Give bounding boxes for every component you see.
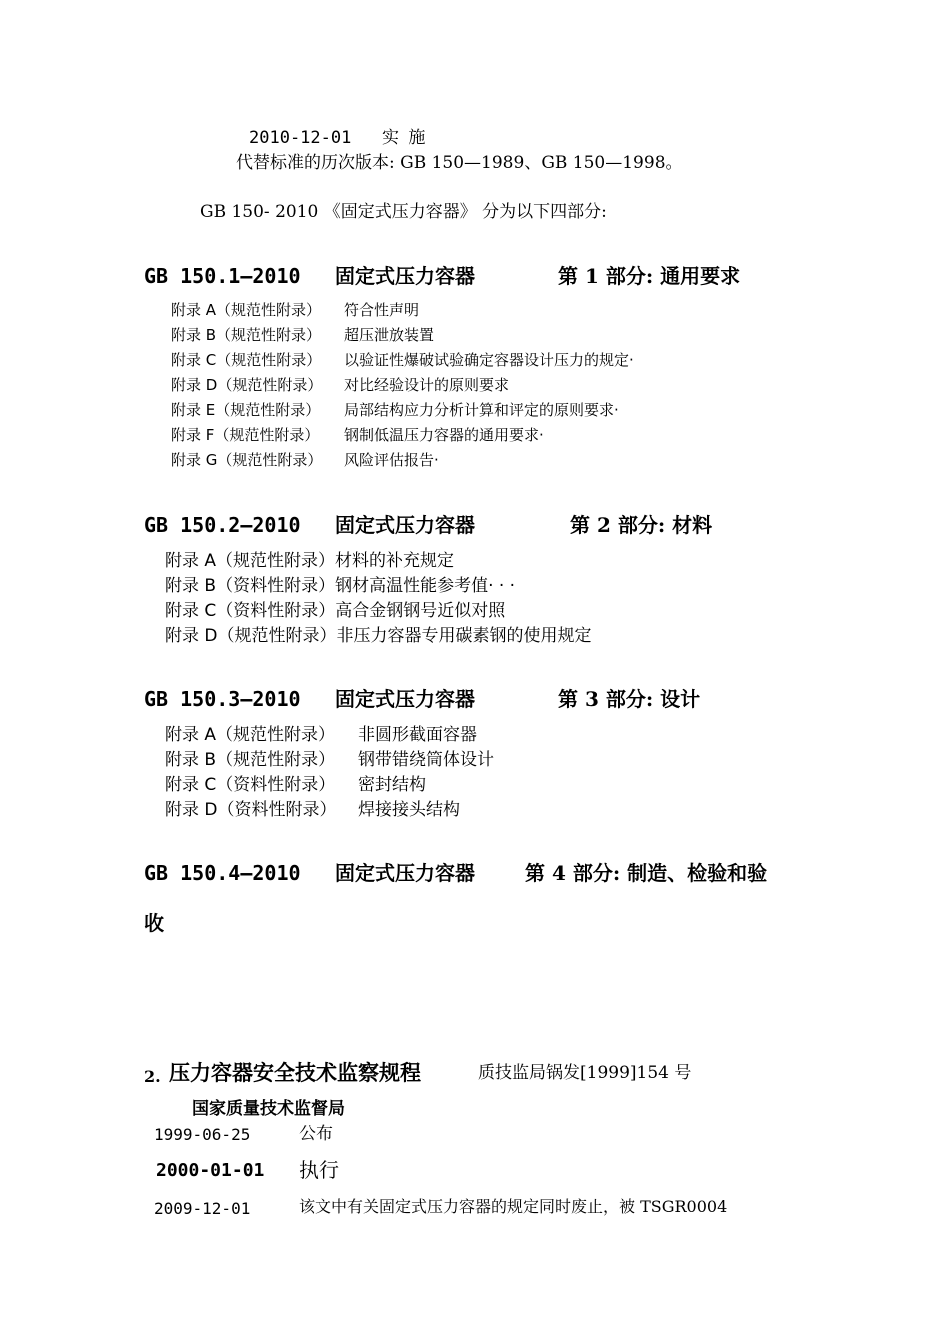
part-2-name: 固定式压力容器	[335, 513, 475, 537]
event-2-date: 2000-01-01	[156, 1160, 265, 1181]
part-1-code: GB 150.1—2010	[144, 264, 301, 288]
event-1-date: 1999-06-25	[154, 1125, 251, 1144]
part-4-title-wrap: 收	[144, 911, 164, 935]
part-3-appendix-a-label: 附录 A（规范性附录）	[165, 725, 336, 745]
part-2-appendix-c: 附录 C（资料性附录）高合金钢钢号近似对照	[165, 601, 506, 621]
part-1-title: 第 1 部分: 通用要求	[558, 264, 741, 288]
replaced-versions: 代替标准的历次版本: GB 150—1989、GB 150—1998。	[236, 153, 683, 173]
part-2-appendix-b: 附录 B（资料性附录）钢材高温性能参考值· · ·	[165, 576, 516, 596]
implementation-date: 2010-12-01	[249, 128, 352, 148]
part-3-name: 固定式压力容器	[335, 687, 475, 711]
part-3-appendix-d-text: 焊接接头结构	[358, 800, 460, 820]
part-4-code: GB 150.4—2010	[144, 861, 301, 885]
event-3-text: 该文中有关固定式压力容器的规定同时废止，被 TSGR0004	[299, 1197, 728, 1216]
part-4-name: 固定式压力容器	[335, 861, 475, 885]
part-1-appendix-e-text: 局部结构应力分析计算和评定的原则要求·	[344, 401, 619, 419]
part-1-appendix-f-label: 附录 F（规范性附录）	[171, 426, 320, 444]
implementation-label: 实 施	[382, 128, 428, 148]
part-1-appendix-d-text: 对比经验设计的原则要求	[344, 376, 510, 394]
part-2-title: 第 2 部分: 材料	[570, 513, 713, 537]
parts-intro: GB 150- 2010 《固定式压力容器》 分为以下四部分:	[200, 202, 607, 222]
part-2-code: GB 150.2—2010	[144, 513, 301, 537]
part-4-title: 第 4 部分: 制造、检验和验	[525, 861, 768, 885]
part-3-appendix-c-label: 附录 C（资料性附录）	[165, 775, 336, 795]
part-1-appendix-a-label: 附录 A（规范性附录）	[171, 301, 322, 319]
part-1-appendix-c-label: 附录 C（规范性附录）	[171, 351, 322, 369]
part-1-appendix-g-label: 附录 G（规范性附录）	[171, 451, 323, 469]
part-2-appendix-d: 附录 D（规范性附录）非压力容器专用碳素钢的使用规定	[165, 626, 592, 646]
section-2-issuer: 国家质量技术监督局	[192, 1099, 345, 1119]
event-3-date: 2009-12-01	[154, 1199, 251, 1218]
section-2-title: 压力容器安全技术监察规程	[169, 1060, 421, 1085]
section-2-number: 2.	[144, 1067, 161, 1086]
part-3-appendix-c-text: 密封结构	[358, 775, 426, 795]
part-3-code: GB 150.3—2010	[144, 687, 301, 711]
part-1-appendix-a-text: 符合性声明	[344, 301, 420, 319]
part-3-appendix-b-text: 钢带错绕筒体设计	[358, 750, 494, 770]
part-1-appendix-b-text: 超压泄放装置	[344, 326, 435, 344]
part-3-appendix-a-text: 非圆形截面容器	[358, 725, 477, 745]
part-1-appendix-b-label: 附录 B（规范性附录）	[171, 326, 322, 344]
part-3-title: 第 3 部分: 设计	[558, 687, 701, 711]
section-2-doc-number: 质技监局锅发[1999]154 号	[478, 1063, 692, 1083]
part-3-appendix-b-label: 附录 B（规范性附录）	[165, 750, 336, 770]
part-2-appendix-a: 附录 A（规范性附录）材料的补充规定	[165, 551, 455, 571]
part-1-appendix-f-text: 钢制低温压力容器的通用要求·	[344, 426, 544, 444]
part-1-appendix-e-label: 附录 E（规范性附录）	[171, 401, 321, 419]
part-1-appendix-c-text: 以验证性爆破试验确定容器设计压力的规定·	[344, 351, 634, 369]
part-1-appendix-d-label: 附录 D（规范性附录）	[171, 376, 323, 394]
event-2-text: 执行	[299, 1158, 339, 1182]
part-3-appendix-d-label: 附录 D（资料性附录）	[165, 800, 337, 820]
part-1-appendix-g-text: 风险评估报告·	[344, 451, 439, 469]
event-1-text: 公布	[299, 1124, 333, 1144]
part-1-name: 固定式压力容器	[335, 264, 475, 288]
